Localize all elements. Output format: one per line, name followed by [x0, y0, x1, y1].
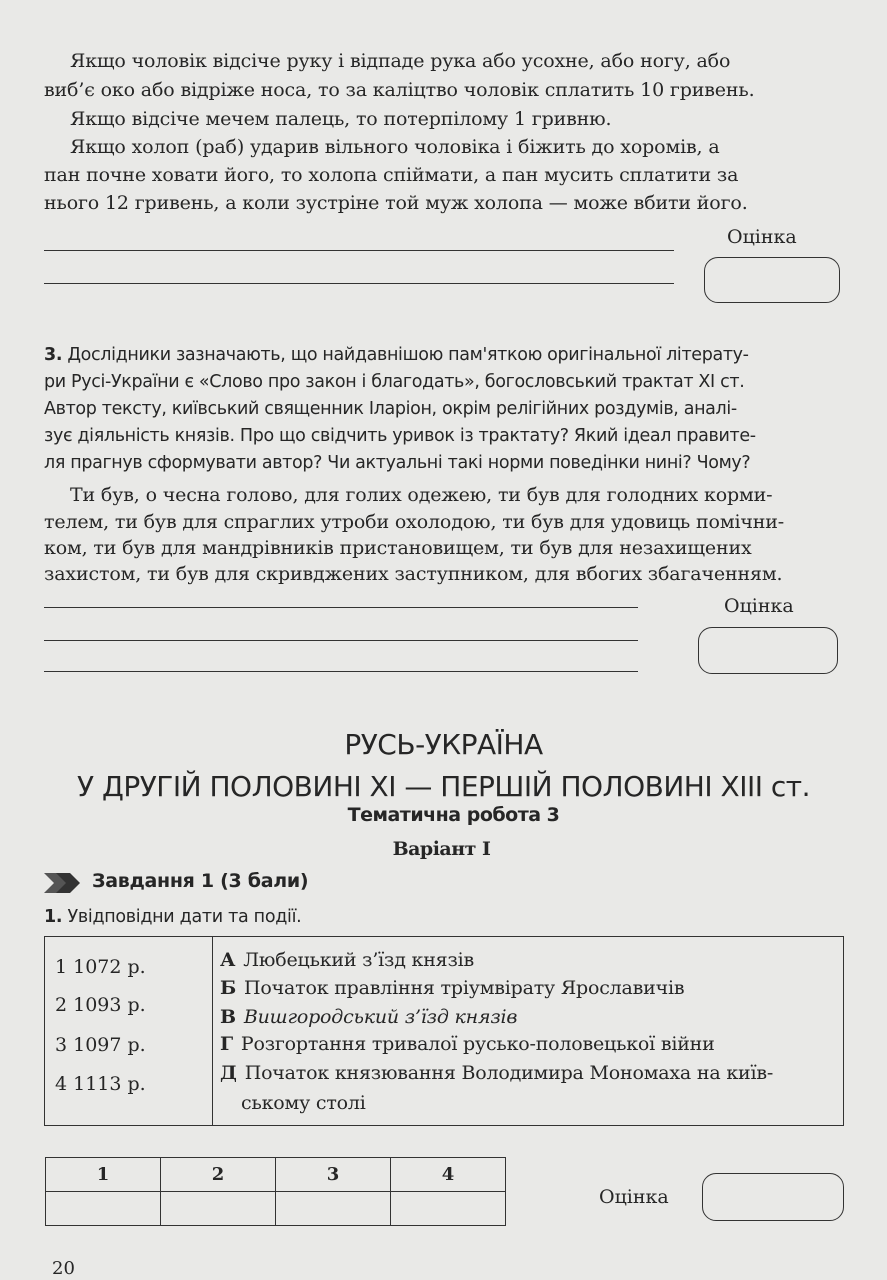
answer-header: 1 — [46, 1158, 161, 1192]
question: 1. Увідповідни дати та події. — [44, 907, 302, 927]
task3-line: зує діяльність князів. Про що свідчить уривок із трактату? Який ідеал правите- — [44, 426, 756, 446]
answer-line[interactable] — [44, 250, 674, 251]
date-item: 4 1113 р. — [55, 1073, 146, 1095]
grade-label: Оцінка — [599, 1186, 669, 1208]
quote1-line: виб’є око або відріже носа, то за каліцтво чоловік сплатить 10 гривень. — [44, 79, 755, 101]
event-item: Д Початок князювання Володимира Мономаха на київ- — [220, 1062, 774, 1084]
task3-line: ри Русі-України є «Слово про закон і благодать», богословський трактат XI ст. — [44, 372, 745, 392]
grade-label: Оцінка — [727, 226, 797, 248]
answer-line[interactable] — [44, 283, 674, 284]
event-continuation: ському столі — [241, 1092, 366, 1114]
quote1-line: Якщо відсіче мечем палець, то потерпілому 1 гривню. — [70, 108, 612, 130]
table-divider — [212, 937, 213, 1125]
event-item: Г Розгортання тривалої русько-половецької війни — [220, 1033, 715, 1055]
event-item: В Вишгородський з’їзд князів — [220, 1006, 518, 1028]
date-item: 2 1093 р. — [55, 994, 146, 1016]
answer-grid — [45, 1157, 506, 1226]
grade-label: Оцінка — [724, 595, 794, 617]
grade-box[interactable] — [698, 627, 838, 674]
section-title: У ДРУГІЙ ПОЛОВИНІ XI — ПЕРШІЙ ПОЛОВИНІ XIII ст. — [77, 770, 810, 803]
task-number: 3. — [44, 345, 63, 365]
date-item: 3 1097 р. — [55, 1034, 146, 1056]
grade-box[interactable] — [704, 257, 840, 303]
quote2-line: телем, ти був для спраглих утроби охолодою, ти був для удовиць помічни- — [44, 511, 785, 533]
matching-table — [44, 936, 844, 1126]
answer-cell[interactable] — [161, 1192, 276, 1226]
answer-cell[interactable] — [391, 1192, 506, 1226]
answer-header: 3 — [276, 1158, 391, 1192]
answer-line[interactable] — [44, 607, 638, 608]
section-title: РУСЬ-УКРАЇНА — [344, 728, 543, 761]
task3-line: 3. Дослідники зазначають, що найдавнішою пам'яткою оригінальної літерату- — [44, 345, 749, 365]
quote1-line: Якщо чоловік відсіче руку і відпаде рука або усохне, або ногу, або — [70, 50, 731, 72]
quote2-line: ком, ти був для мандрівників пристановищем, ти був для незахищених — [44, 537, 752, 559]
quote2-line: захистом, ти був для скривджених заступником, для вбогих збагаченням. — [44, 563, 783, 585]
quote1-line: пан почне ховати його, то холопа спіймати, а пан мусить сплатити за — [44, 164, 739, 186]
task3-line: ля прагнув сформувати автор? Чи актуальні такі норми поведінки нині? Чому? — [44, 453, 751, 473]
answer-line[interactable] — [44, 640, 638, 641]
variant-label: Варіант І — [392, 838, 491, 860]
quote2-line: Ти був, о чесна голово, для голих одежею, ти був для голодних корми- — [70, 484, 773, 506]
page-number: 20 — [52, 1258, 75, 1279]
answer-line[interactable] — [44, 671, 638, 672]
answer-header: 4 — [391, 1158, 506, 1192]
assignment-heading: Завдання 1 (3 бали) — [92, 870, 309, 892]
event-item: А Любецький з’їзд князів — [220, 949, 475, 971]
date-item: 1 1072 р. — [55, 956, 146, 978]
event-item: Б Початок правління тріумвірату Ярославичів — [220, 977, 685, 999]
answer-cell[interactable] — [276, 1192, 391, 1226]
arrow-marker-icon — [44, 873, 82, 893]
answer-cell[interactable] — [46, 1192, 161, 1226]
task3-line: Автор тексту, київський священник Іларіон, окрім релігійних роздумів, аналі- — [44, 399, 737, 419]
quote1-line: нього 12 гривень, а коли зустріне той муж холопа — може вбити його. — [44, 192, 748, 214]
work-title: Тематична робота 3 — [347, 804, 560, 826]
quote1-line: Якщо холоп (раб) ударив вільного чоловіка і біжить до хоромів, а — [70, 136, 720, 158]
grade-box[interactable] — [702, 1173, 844, 1221]
answer-header: 2 — [161, 1158, 276, 1192]
